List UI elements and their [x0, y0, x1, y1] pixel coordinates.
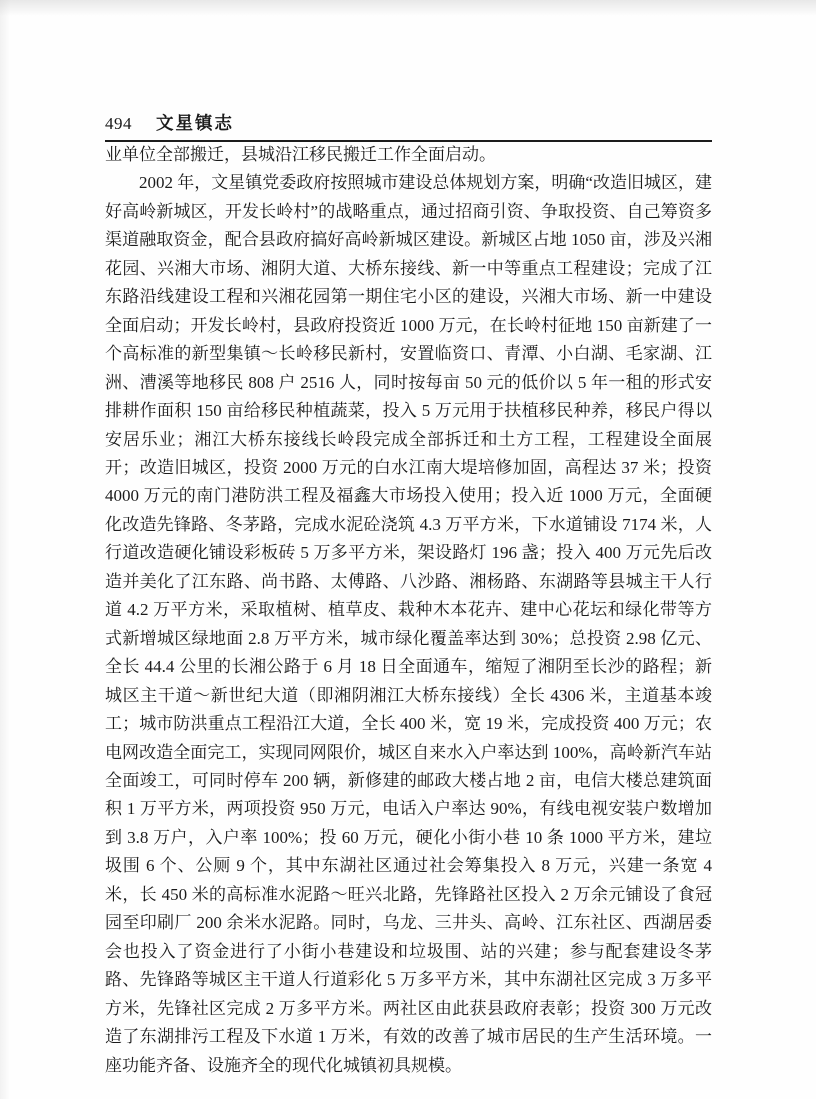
running-header [105, 110, 712, 142]
body-text [105, 141, 712, 1080]
paragraph-continuation: 业单位全部搬迁，县城沿江移民搬迁工作全面启动。 [105, 145, 496, 164]
page-number: 494 [105, 114, 132, 133]
book-title: 文星镇志 [156, 113, 234, 133]
paragraph-2002: 2002 年，文星镇党委政府按照城市建设总体规划方案，明确“改造旧城区，建好高岭新城区，开发长岭村”的战略重点，通过招商引资、争取投资、自己筹资多渠道融取资金，配合县政府搞好高岭新城区建设。新城区占地 1050 亩，涉及兴湘花园、兴湘大市场、湘阴大道、大桥东接线、新一中等重点工程建设；完成了江东路沿线建设工程和兴湘花园第一期住宅小区的建设，兴湘大市场、新一中建设全面启动；开发长岭村，县政府投资近 1000 万元，在长岭村征地 150 亩新建了一个高标准的新型集镇～长岭移民新村，安置临资口、青潭、小白湖、毛家湖、江洲、漕溪等地移民 808 户 2516 人，同时按每亩 50 元的低价以 5 年一租的形式安排耕作面积 150 亩给移民种植蔬菜，投入 5 万元用于扶植移民种养，移民户得以安居乐业；湘江大桥东接线长岭段完成全部拆迁和土方工程，工程建设全面展开；改造旧城区，投资 2000 万元的白水江南大堤培修加固，高程达 37 米；投资 4000 万元的南门港防洪工程及福鑫大市场投入使用；投入近 1000 万元，全面硬化改造先锋路、冬茅路，完成水泥砼浇筑 4.3 万平方米，下水道铺设 7174 米，人行道改造硬化铺设彩板砖 5 万多平方米，架设路灯 196 盏；投入 400 万元先后改造并美化了江东路、尚书路、太傅路、八沙路、湘杨路、东湖路等县城主干人行道 4.2 万平方米，采取植树、植草皮、栽种木本花卉、建中心花坛和绿化带等方式新增城区绿地面 2.8 万平方米，城市绿化覆盖率达到 30%；总投资 2.98 亿元、全长 44.4 公里的长湘公路于 6 月 18 日全面通车，缩短了湘阴至长沙的路程；新城区主干道～新世纪大道（即湘阴湘江大桥东接线）全长 4306 米，主道基本竣工；城市防洪重点工程沿江大道，全长 400 米，宽 19 米，完成投资 400 万元；农电网改造全面完工，实现同网限价，城区自来水入户率达到 100%，高岭新汽车站全面竣工，可同时停车 200 辆，新修建的邮政大楼占地 2 亩，电信大楼总建筑面积 1 万平方米，两项投资 950 万元，电话入户率达 90%，有线电视安装户数增加到 3.8 万户，入户率 100%；投 60 万元，硬化小街小巷 10 条 1000 平方米，建垃圾围 6 个、公厕 9 个，其中东湖社区通过社会筹集投入 8 万元，兴建一条宽 4 米，长 450 米的高标准水泥路～旺兴北路，先锋路社区投入 2 万余元铺设了食冠园至印刷厂 200 余米水泥路。同时，乌龙、三井头、高岭、江东社区、西湖居委会也投入了资金进行了小街小巷建设和垃圾围、站的兴建；参与配套建设冬茅路、先锋路等城区主干道人行道彩化 5 万多平方米，其中东湖社区完成 3 万多平方米，先锋社区完成 2 万多平方米。两社区由此获县政府表彰；投资 300 万元改造了东湖排污工程及下水道 1 万米，有效的改善了城市居民的生产生活环境。一座功能齐备、设施齐全的现代化城镇初具规模。 [105, 173, 712, 1075]
